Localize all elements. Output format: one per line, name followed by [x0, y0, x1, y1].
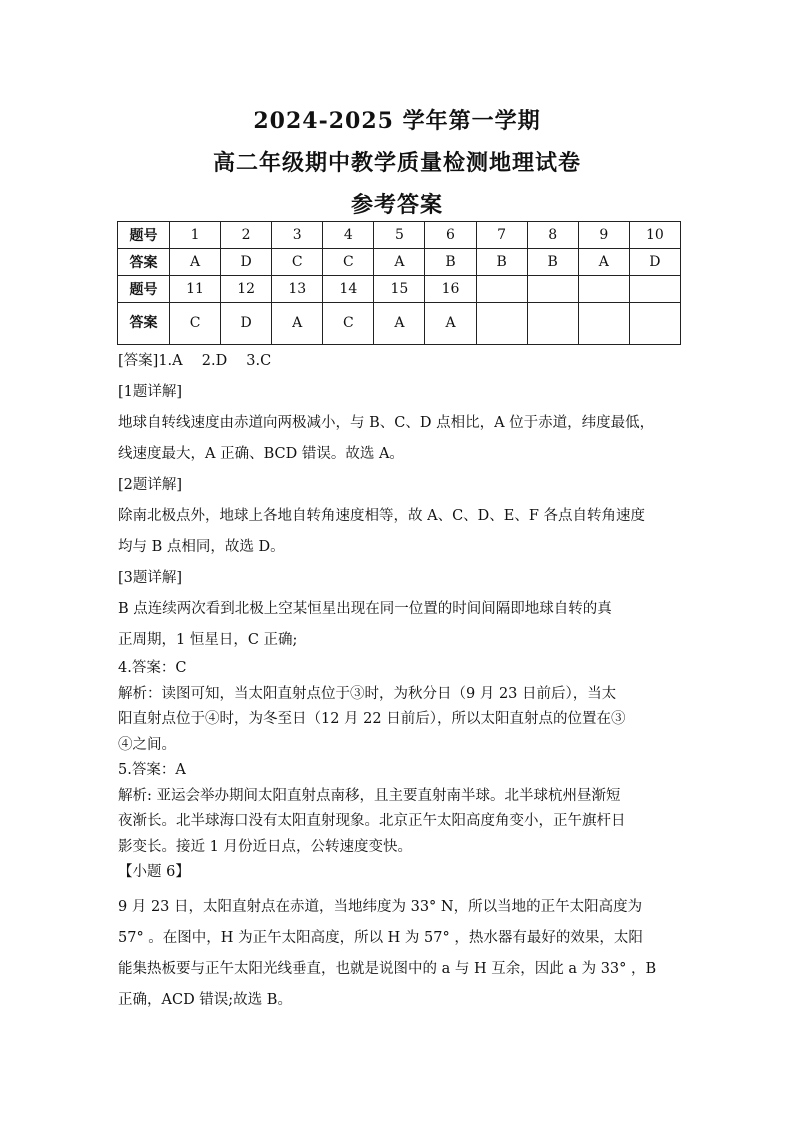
table-cell: 13: [272, 276, 323, 303]
table-cell: 2: [221, 222, 272, 249]
table-cell: [476, 303, 527, 345]
text-line: 线速度最大，A 正确、BCD 错误。故选 A。: [118, 446, 404, 462]
table-cell: C: [272, 249, 323, 276]
table-row-label: 答案: [118, 249, 170, 276]
section-heading: 【小题 6】: [118, 864, 190, 880]
table-cell: [629, 303, 680, 345]
text-line: 夜渐长。北半球海口没有太阳直射现象。北京正午太阳高度角变小，正午旗杆日: [118, 813, 626, 829]
text-line: 解析：读图可知，当太阳直射点位于③时，为秋分日（9 月 23 日前后），当太: [118, 685, 617, 702]
table-cell: D: [221, 249, 272, 276]
table-cell: [578, 303, 629, 345]
text-line: 能集热板要与正午太阳光线垂直，也就是说图中的 a 与 H 互余，因此 a 为 33° ，B: [118, 960, 657, 977]
answer-explanations: [118, 346, 693, 1016]
table-row: [118, 222, 681, 249]
table-cell: [527, 303, 578, 345]
table-cell: 4: [323, 222, 374, 249]
table-cell: 15: [374, 276, 425, 303]
table-row-label: 题号: [118, 276, 170, 303]
table-cell: 6: [425, 222, 476, 249]
table-cell: D: [221, 303, 272, 345]
answer-line: 4.答案：C: [118, 660, 187, 676]
answer-table: [117, 221, 681, 345]
table-cell: A: [170, 249, 221, 276]
table-cell: A: [578, 249, 629, 276]
table-cell: [578, 276, 629, 303]
table-cell: [629, 276, 680, 303]
table-cell: 1: [170, 222, 221, 249]
text-line: 影变长。接近 1 月份近日点，公转速度变快。: [118, 838, 412, 855]
table-cell: B: [527, 249, 578, 276]
table-cell: C: [323, 303, 374, 345]
text-line: 阳直射点位于④时，为冬至日（12 月 22 日前后），所以太阳直射点的位置在③: [118, 711, 626, 727]
text-line: B 点连续两次看到北极上空某恒星出现在同一位置的时间间隔即地球自转的真: [118, 601, 612, 617]
text-line: 正周期，1 恒星日，C 正确;: [118, 632, 298, 648]
table-cell: 8: [527, 222, 578, 249]
text-line: ④之间。: [118, 736, 176, 753]
table-cell: [476, 276, 527, 303]
table-row: [118, 249, 681, 276]
document-title-line3: 参考答案: [350, 192, 443, 218]
section-heading: [2题详解]: [118, 477, 183, 493]
table-cell: 9: [578, 222, 629, 249]
table-row-label: 答案: [118, 303, 170, 345]
answer-summary-line: [答案]1.A 2.D 3.C: [118, 353, 272, 369]
table-cell: A: [374, 303, 425, 345]
table-cell: 14: [323, 276, 374, 303]
table-row: [118, 303, 681, 345]
table-cell: B: [476, 249, 527, 276]
text-line: 9 月 23 日，太阳直射点在赤道，当地纬度为 33° N，所以当地的正午太阳高度为: [118, 898, 643, 915]
table-cell: C: [170, 303, 221, 345]
section-heading: [3题详解]: [118, 570, 183, 586]
document-title-line2: 高二年级期中教学质量检测地理试卷: [212, 150, 581, 176]
table-cell: [527, 276, 578, 303]
section-heading: [1题详解]: [118, 384, 183, 400]
document-title-line1: 2024-2025 学年第一学期: [253, 108, 541, 134]
table-row: [118, 276, 681, 303]
table-row-label: 题号: [118, 222, 170, 249]
table-cell: 10: [629, 222, 680, 249]
table-cell: 3: [272, 222, 323, 249]
text-line: 均与 B 点相同，故选 D。: [118, 539, 285, 555]
table-cell: 12: [221, 276, 272, 303]
table-cell: 7: [476, 222, 527, 249]
table-cell: C: [323, 249, 374, 276]
text-line: 除南北极点外，地球上各地自转角速度相等，故 A、C、D、E、F 各点自转角速度: [118, 508, 646, 524]
table-cell: 5: [374, 222, 425, 249]
table-cell: A: [374, 249, 425, 276]
table-cell: A: [272, 303, 323, 345]
text-line: 正确，ACD 错误;故选 B。: [118, 991, 292, 1008]
table-cell: D: [629, 249, 680, 276]
table-cell: 16: [425, 276, 476, 303]
text-line: 解析: 亚运会举办期间太阳直射点南移，且主要直射南半球。北半球杭州昼渐短: [118, 787, 621, 804]
table-cell: 11: [170, 276, 221, 303]
text-line: 地球自转线速度由赤道向两极减小，与 B、C、D 点相比，A 位于赤道，纬度最低，: [118, 415, 655, 431]
answer-line: 5.答案：A: [118, 762, 186, 778]
text-line: 57° 。在图中，H 为正午太阳高度，所以 H 为 57° ，热水器有最好的效果，太阳: [118, 929, 643, 946]
table-cell: A: [425, 303, 476, 345]
table-cell: B: [425, 249, 476, 276]
